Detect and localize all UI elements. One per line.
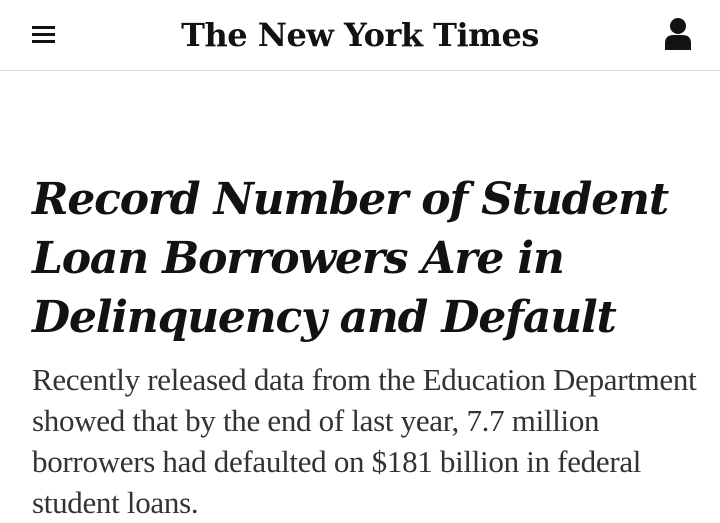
menu-button[interactable]	[30, 20, 58, 48]
article-headline: Record Number of Student Loan Borrowers Are in Delinquency and Default	[32, 174, 668, 343]
article-summary: Recently released data from the Education Department showed that by the end of last year, 7.7 million borrowers had defaulted on $181 billion in federal student loans.	[32, 362, 697, 520]
menu-line	[32, 33, 55, 36]
top-navigation-bar	[0, 0, 720, 71]
account-button[interactable]	[662, 16, 694, 52]
menu-line	[32, 26, 55, 29]
nyt-logo[interactable]: The New York Times	[181, 16, 539, 54]
user-account-icon	[662, 16, 694, 52]
menu-line	[32, 40, 55, 43]
